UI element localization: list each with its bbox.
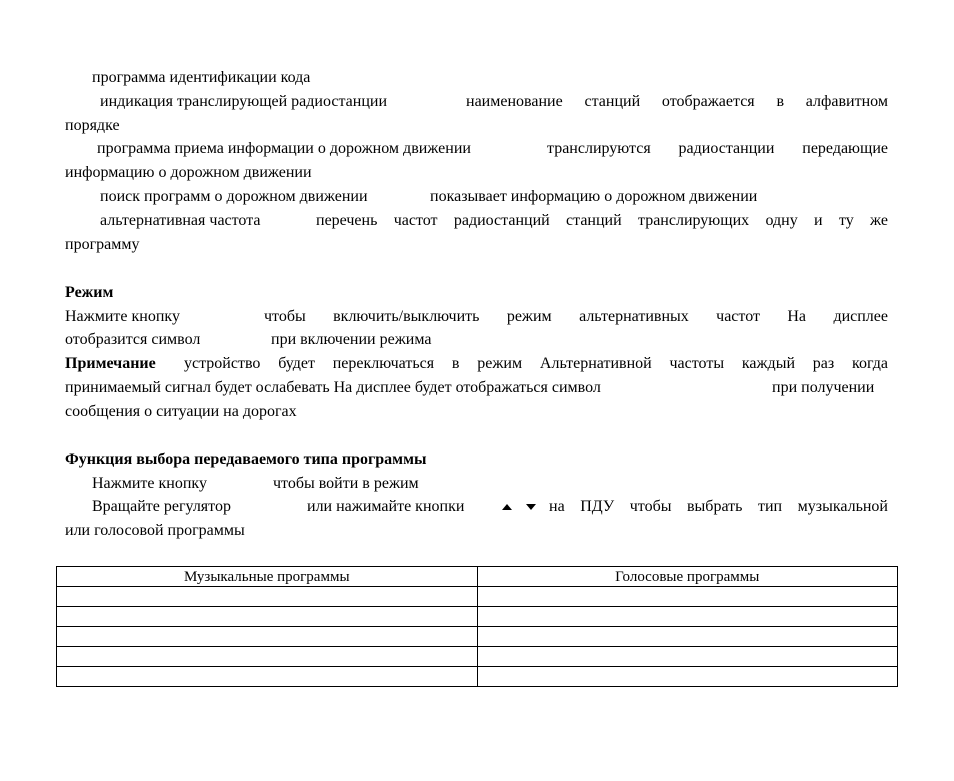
table-row	[57, 607, 898, 627]
text-line: перечень частот радиостанций станций транслирующих одну и ту же	[316, 212, 888, 229]
text-line: Вращайте регулятор	[92, 498, 231, 515]
text-line: поиск программ о дорожном движении	[100, 188, 368, 205]
text-line: порядке	[65, 117, 120, 134]
table-row	[57, 587, 898, 607]
text-line: наименование станций отображается в алфавитном	[466, 93, 888, 110]
table-row	[57, 667, 898, 687]
table-row	[57, 647, 898, 667]
text-line: программа идентификации кода	[92, 69, 311, 86]
text-line: транслируются радиостанции передающие	[547, 140, 888, 157]
text-line: Нажмите кнопку	[92, 475, 207, 492]
text-line: чтобы включить/выключить режим альтернативных частот На дисплее	[264, 308, 888, 325]
text-line: программа приема информации о дорожном движении	[97, 140, 471, 157]
table-cell	[57, 587, 478, 607]
table-row	[57, 627, 898, 647]
text-line: показывает информацию о дорожном движении	[430, 188, 758, 205]
text-line: при включении режима	[271, 331, 432, 348]
text-line: Нажмите кнопку	[65, 308, 180, 325]
text-line: принимаемый сигнал будет ослабевать На дисплее будет отображаться символ	[65, 379, 601, 396]
text-line: чтобы войти в режим	[273, 475, 419, 492]
text-line: программу	[65, 236, 140, 253]
text-line: информацию о дорожном движении	[65, 164, 312, 181]
table-cell	[477, 667, 898, 687]
note-label: Примечание	[65, 355, 156, 372]
table-cell	[477, 607, 898, 627]
table-cell	[57, 607, 478, 627]
text-line: на ПДУ чтобы выбрать тип музыкальной	[549, 498, 888, 515]
table-cell	[57, 627, 478, 647]
text-line: сообщения о ситуации на дорогах	[65, 403, 297, 420]
section-heading: Функция выбора передаваемого типа программы	[65, 451, 427, 468]
program-type-table	[56, 566, 898, 687]
text-line: устройство будет переключаться в режим Альтернативной частоты каждый раз когда	[184, 355, 888, 372]
text-line: при получении	[772, 379, 875, 396]
text-line: или голосовой программы	[65, 522, 245, 539]
table-cell	[477, 627, 898, 647]
table-cell	[477, 647, 898, 667]
table-cell	[57, 647, 478, 667]
table-header-row	[57, 567, 898, 587]
text-line: индикация транслирующей радиостанции	[100, 93, 388, 110]
text-line: или нажимайте кнопки	[307, 498, 465, 515]
arrow-up-icon	[502, 497, 512, 517]
section-heading: Режим	[65, 284, 114, 301]
table-header-music: Музыкальные программы	[57, 567, 478, 587]
table-header-voice: Голосовые программы	[477, 567, 898, 587]
table-cell	[57, 667, 478, 687]
text-line: альтернативная частота	[100, 212, 261, 229]
table-cell	[477, 587, 898, 607]
text-line: отобразится символ	[65, 331, 201, 348]
arrow-down-icon	[526, 497, 536, 517]
